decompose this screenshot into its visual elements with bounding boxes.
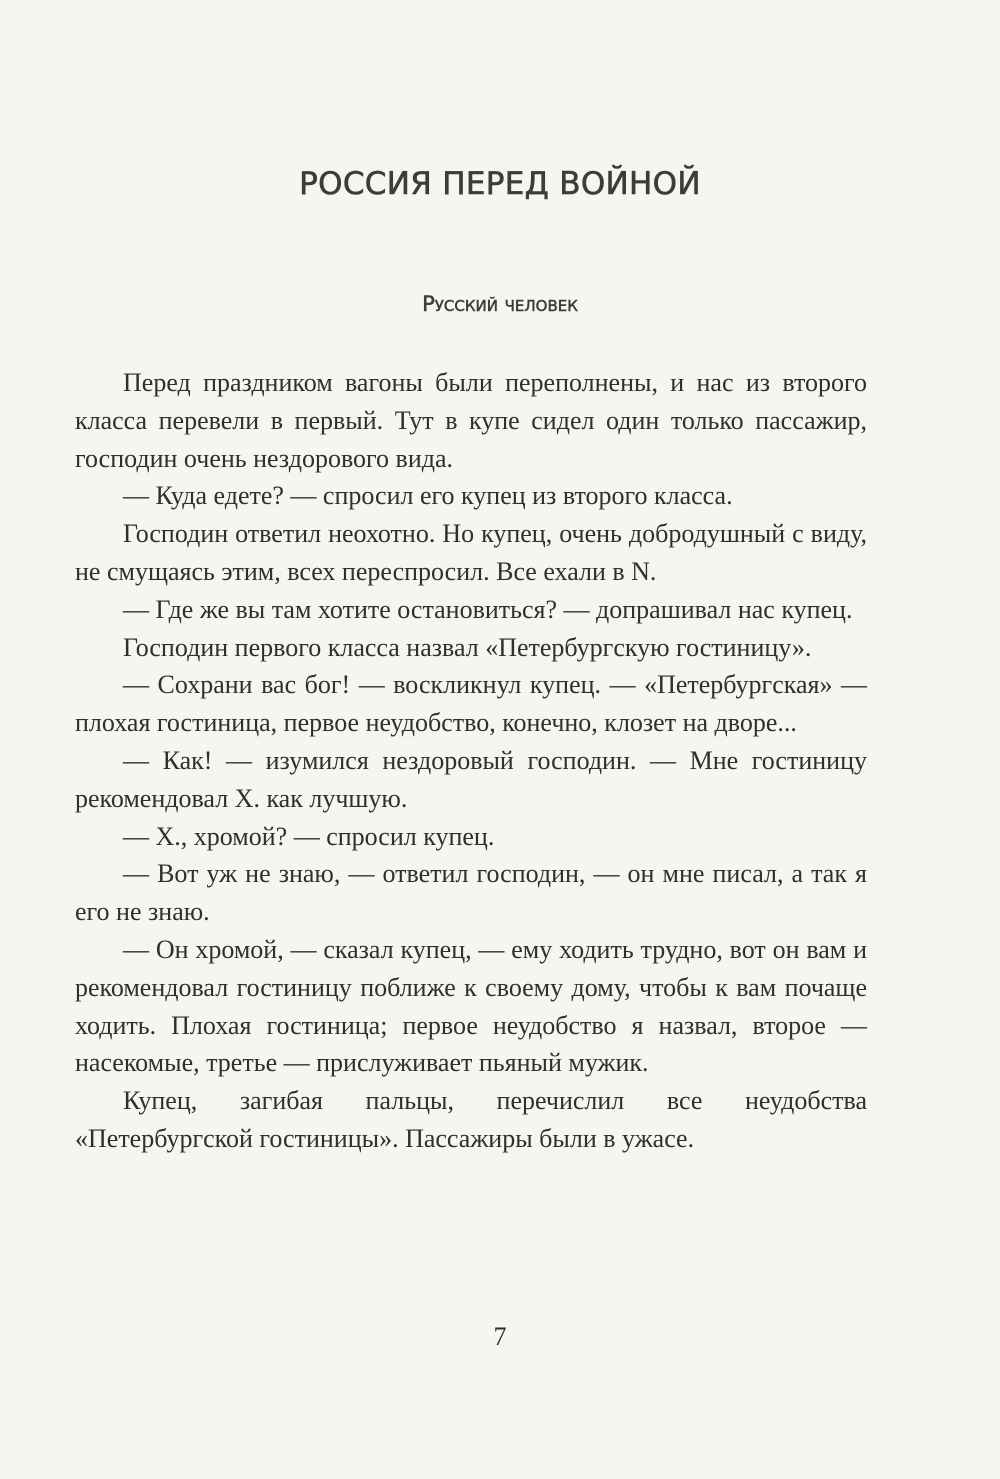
paragraph: Господин первого класса назвал «Петербургскую гостиницу». (123, 632, 812, 662)
paragraph: Перед праздником вагоны были переполнены, и нас из второго класса перевели в первый. Тут в купе сидел один только пассажир, господин очень нездорового вида. (75, 368, 867, 473)
paragraph: — Где же вы там хотите остановиться? — допрашивал нас купец. (123, 594, 853, 624)
paragraph: — Сохрани вас бог! — воскликнул купец. — «Петербургская» — плохая гостиница, первое неудобство, конечно, клозет на дворе... (75, 670, 867, 738)
page-number: 7 (493, 1322, 507, 1351)
paragraph: — Х., хромой? — спросил купец. (123, 821, 495, 851)
paragraph: Купец, загибая пальцы, перечислил все неудобства «Петербургской гостиницы». Пассажиры были в ужасе. (75, 1086, 867, 1153)
section-title: Русский человек (422, 292, 578, 316)
paragraph: — Как! — изумился нездоровый господин. — Мне гостиницу рекомендовал Х. как лучшую. (75, 745, 867, 813)
chapter-title: РОССИЯ ПЕРЕД ВОЙНОЙ (299, 166, 701, 202)
paragraph: — Он хромой, — сказал купец, — ему ходить трудно, вот он вам и рекомендовал гостиницу поближе к своему дому, чтобы к вам почаще ходить. Плохая гостиница; первое неудобство я назвал, второе — насекомые, третье — прислуживает пьяный мужик. (75, 934, 867, 1078)
paragraph: Господин ответил неохотно. Но купец, очень добродушный с виду, не смущаясь этим, всех переспросил. Все ехали в N. (75, 519, 867, 586)
paragraph: — Куда едете? — спросил его купец из второго класса. (123, 481, 733, 511)
body-text (75, 364, 867, 1158)
paragraph: — Вот уж не знаю, — ответил господин, — он мне писал, а так я его не знаю. (75, 859, 867, 927)
